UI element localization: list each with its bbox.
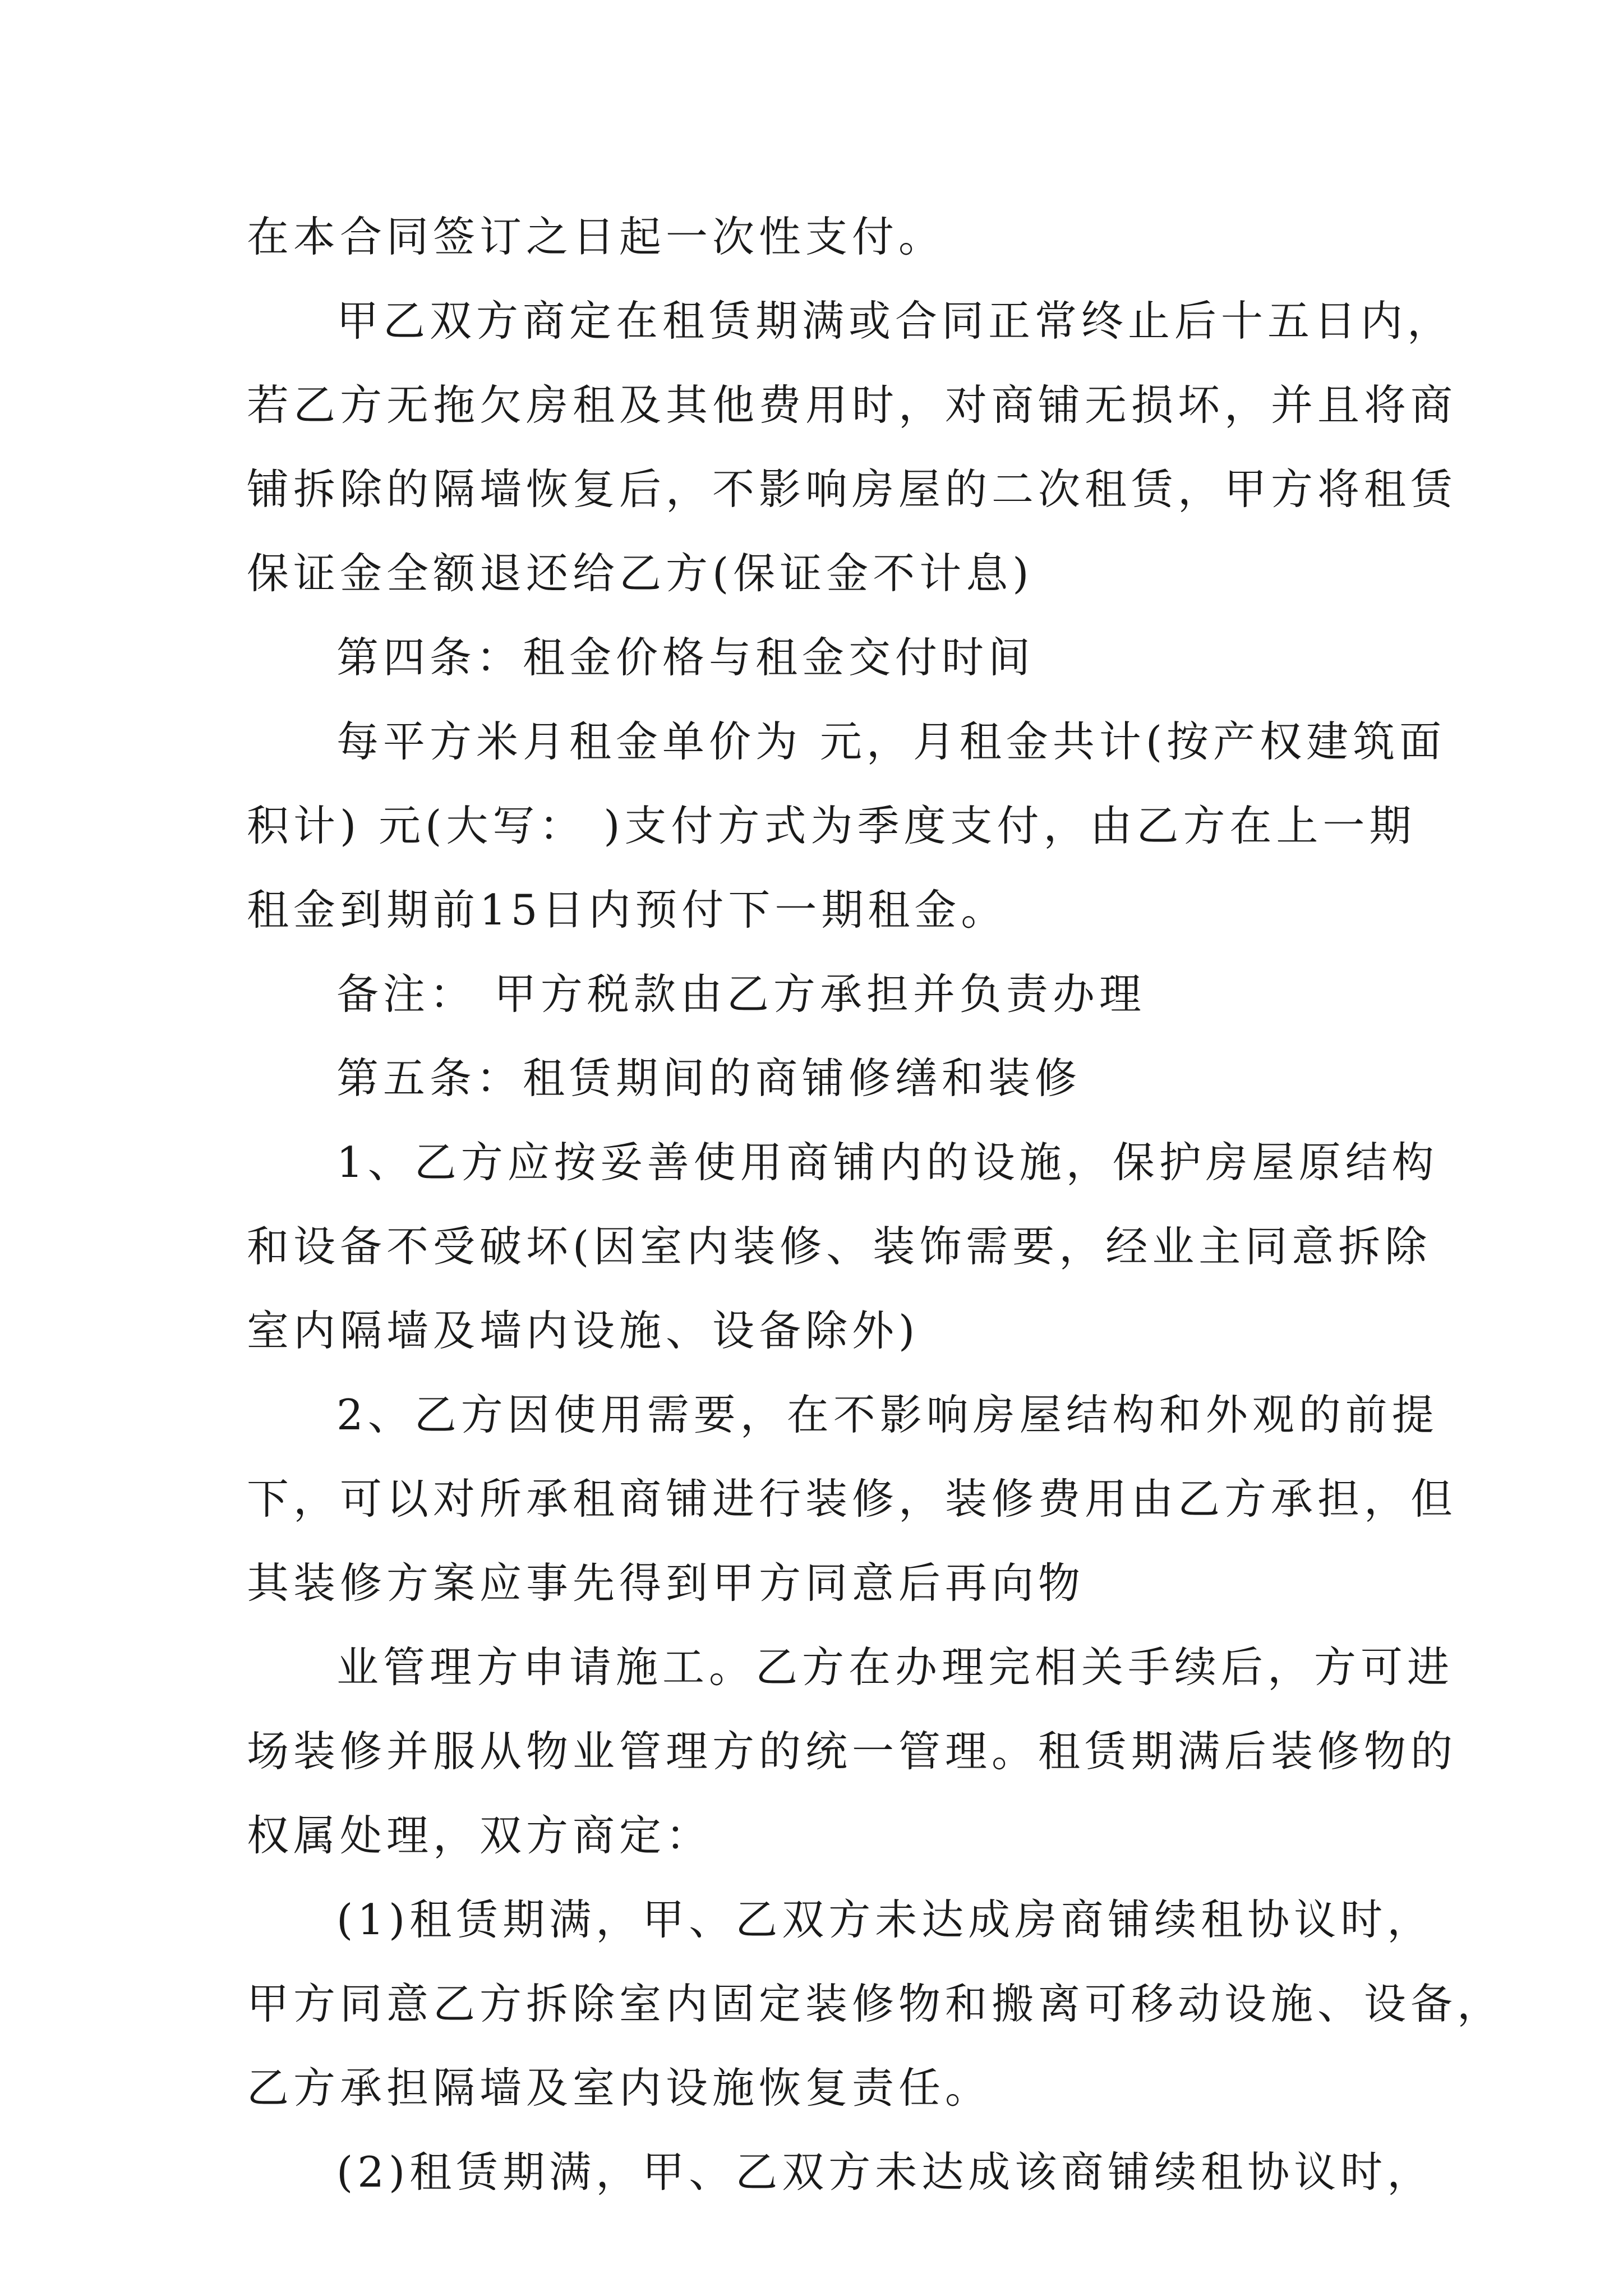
text-line: 场装修并服从物业管理方的统一管理。租赁期满后装修物的 xyxy=(247,1727,1458,1776)
text-line: 铺拆除的隔墙恢复后，不影响房屋的二次租赁，甲方将租赁 xyxy=(247,464,1458,514)
text-line: 积计) 元(大写： )支付方式为季度支付，由乙方在上一期 xyxy=(247,801,1416,850)
section-heading: 第四条：租金价格与租金交付时间 xyxy=(336,633,1035,682)
text-line: (2)租赁期满，甲、乙双方未达成该商铺续租协议时， xyxy=(336,2147,1434,2197)
text-line: 2、乙方因使用需要，在不影响房屋结构和外观的前提 xyxy=(336,1390,1438,1439)
text-line: 乙方承担隔墙及室内设施恢复责任。 xyxy=(247,2063,992,2113)
text-line: 甲方同意乙方拆除室内固定装修物和搬离可移动设施、设备， xyxy=(247,1979,1504,2028)
text-line: 权属处理，双方商定： xyxy=(247,1811,713,1860)
text-line: 1、乙方应按妥善使用商铺内的设施，保护房屋原结构 xyxy=(336,1138,1438,1187)
text-line: 业管理方申请施工。乙方在办理完相关手续后，方可进 xyxy=(336,1642,1454,1692)
text-line: 租金到期前15日内预付下一期租金。 xyxy=(247,885,1008,935)
text-line: 每平方米月租金单价为 元，月租金共计(按产权建筑面 xyxy=(336,717,1446,766)
text-line: 室内隔墙及墙内设施、设备除外) xyxy=(247,1306,920,1355)
text-line: 下，可以对所承租商铺进行装修，装修费用由乙方承担，但 xyxy=(247,1474,1458,1524)
text-line: 其装修方案应事先得到甲方同意后再向物 xyxy=(247,1558,1085,1608)
text-line: 在本合同签订之日起一次性支付。 xyxy=(247,212,946,261)
section-heading: 第五条：租赁期间的商铺修缮和装修 xyxy=(336,1053,1082,1103)
text-line: (1)租赁期满，甲、乙双方未达成房商铺续租协议时， xyxy=(336,1895,1434,1944)
text-line: 保证金全额退还给乙方(保证金不计息) xyxy=(247,549,1034,598)
text-line: 和设备不受破坏(因室内装修、装饰需要，经业主同意拆除 xyxy=(247,1222,1432,1271)
note-line: 备注： 甲方税款由乙方承担并负责办理 xyxy=(336,969,1146,1019)
text-line: 若乙方无拖欠房租及其他费用时，对商铺无损坏，并且将商 xyxy=(247,380,1458,430)
text-line: 甲乙双方商定在租赁期满或合同正常终止后十五日内， xyxy=(336,296,1454,346)
